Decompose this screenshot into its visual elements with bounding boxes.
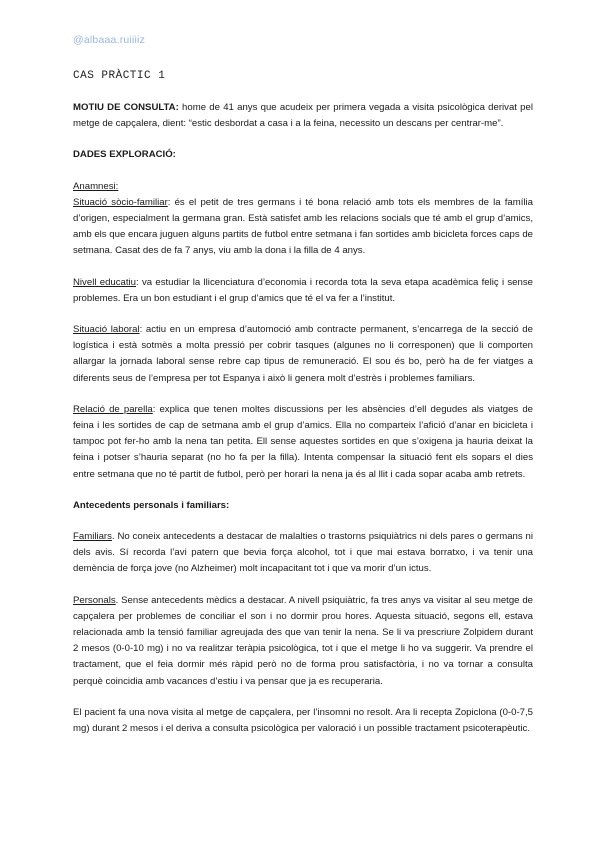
educatiu-paragraph (73, 275, 533, 307)
laboral-label: Situació laboral (73, 324, 140, 336)
antecedents-heading: Antecedents personals i familiars: (73, 499, 230, 511)
motiu-text: home de 41 anys que acudeix per primera vegada a visita psicològica derivat pel metge de capçalera, dient: “estic desbordat a casa i a la feina, necessito un descans per centrar-me”. (73, 102, 533, 130)
laboral-paragraph (73, 322, 533, 387)
document-body (73, 100, 533, 752)
motiu-label: MOTIU DE CONSULTA: (73, 102, 179, 113)
personals-paragraph (73, 593, 533, 690)
dades-heading: DADES EXPLORACIÓ: (73, 149, 176, 161)
parella-label: Relació de parella (73, 403, 153, 415)
socio-familiar-paragraph (73, 195, 533, 260)
watermark: @albaaa.ruiiiiz (73, 34, 146, 46)
educatiu-text: : va estudiar la llicenciatura d’economia i recorda tota la seva etapa acadèmica feliç i sense problemes. Era un bon estudiant i el grup d’amics que té el va fer a l’institut. (73, 276, 533, 304)
parella-text: : explica que tenen moltes discussions per les absències d’ell degudes als viatges de feina i les sortides de cap de setmana amb el grup d’amics. Ella no comparteix l’afició d’anar en bicicleta i tampoc pot fer-ho amb la nena tan petita. Ell sense aquestes sortides en que s’oxigena ja hauria deixat la feina i potser s’hauria separat (no ho fa per la filla). Intenta compensar la situació fent els sopars el dies entre setmana que no té partit de futbol, però per horari la nena ja és al llit i cada sopar acaba amb retrets. (73, 403, 533, 480)
laboral-text: : actiu en un empresa d’automoció amb contracte permanent, s’encarrega de la secció de logística i està sotmès a molta pressió per cobrir tasques (algunes no li corresponen) que li comporten allargar la jornada laboral sense rebre cap tipus de remuneració. El sou és bo, però ha de fer viatges a diferents seus de l’empresa per tot Espanya i això li genera molt d’estrès i problemes familiars. (73, 324, 533, 384)
familiars-text: . No coneix antecedents a destacar de malalties o trastorns psiquiàtrics ni dels pares o germans ni dels avis. Sí recorda l’avi patern que bevia força alcohol, tot i que mai estava borratxo, i va tenir una demència de força jove (no Alzheimer) molt incapacitant tot i que va morir d’un ictus. (73, 531, 533, 575)
educatiu-label: Nivell educatiu (73, 276, 137, 288)
familiars-label: Familiars (73, 531, 112, 543)
personals-label: Personals (73, 594, 116, 606)
anamnesi-subheading: Anamnesi: (73, 180, 119, 192)
motiu-consulta-paragraph (73, 100, 533, 132)
socio-text: : és el petit de tres germans i té bona relació amb tots els membres de la família d’origen, especialment la germana gran. Està satisfet amb les relacions socials que té amb el grup d’amics, amb els que encara juguen alguns partits de futbol entre setmana i fan sortides amb bicicleta forces caps de setmana. Casat des de fa 7 anys, viu amb la dona i la filla de 4 anys. (73, 196, 533, 257)
parella-paragraph (73, 402, 533, 483)
final-paragraph: El pacient fa una nova visita al metge de capçalera, per l’insomni no resolt. Ara li recepta Zopiclona (0-0-7,5 mg) durant 2 mesos i el deriva a consulta psicològica per valoració i un possible tractament psicoterapèutic. (73, 706, 533, 735)
personals-text: . Sense antecedents mèdics a destacar. A nivell psiquiàtric, fa tres anys va visitar al seu metge de capçalera per problemes de conciliar el son i no dormir prou hores. Aquesta situació, segons ell, estava relacionada amb la tensió familiar agreujada des que van tenir la nena. Se li va prescriure Zolpidem durant 2 mesos (0-0-10 mg) i no va realitzar teràpia psicològica, tot i que el metge li ho va suggerir. Va prendre el tractament, que el feia dormir més ràpid però no de forma prou satisfactòria, i no va tornar a consulta perquè coincidia amb vacances d’estiu i va pensar que ja es recuperaria. (73, 594, 533, 687)
familiars-paragraph (73, 529, 533, 578)
socio-label: Situació sòcio-familiar (73, 196, 168, 208)
case-title: CAS PRÀCTIC 1 (73, 70, 166, 82)
